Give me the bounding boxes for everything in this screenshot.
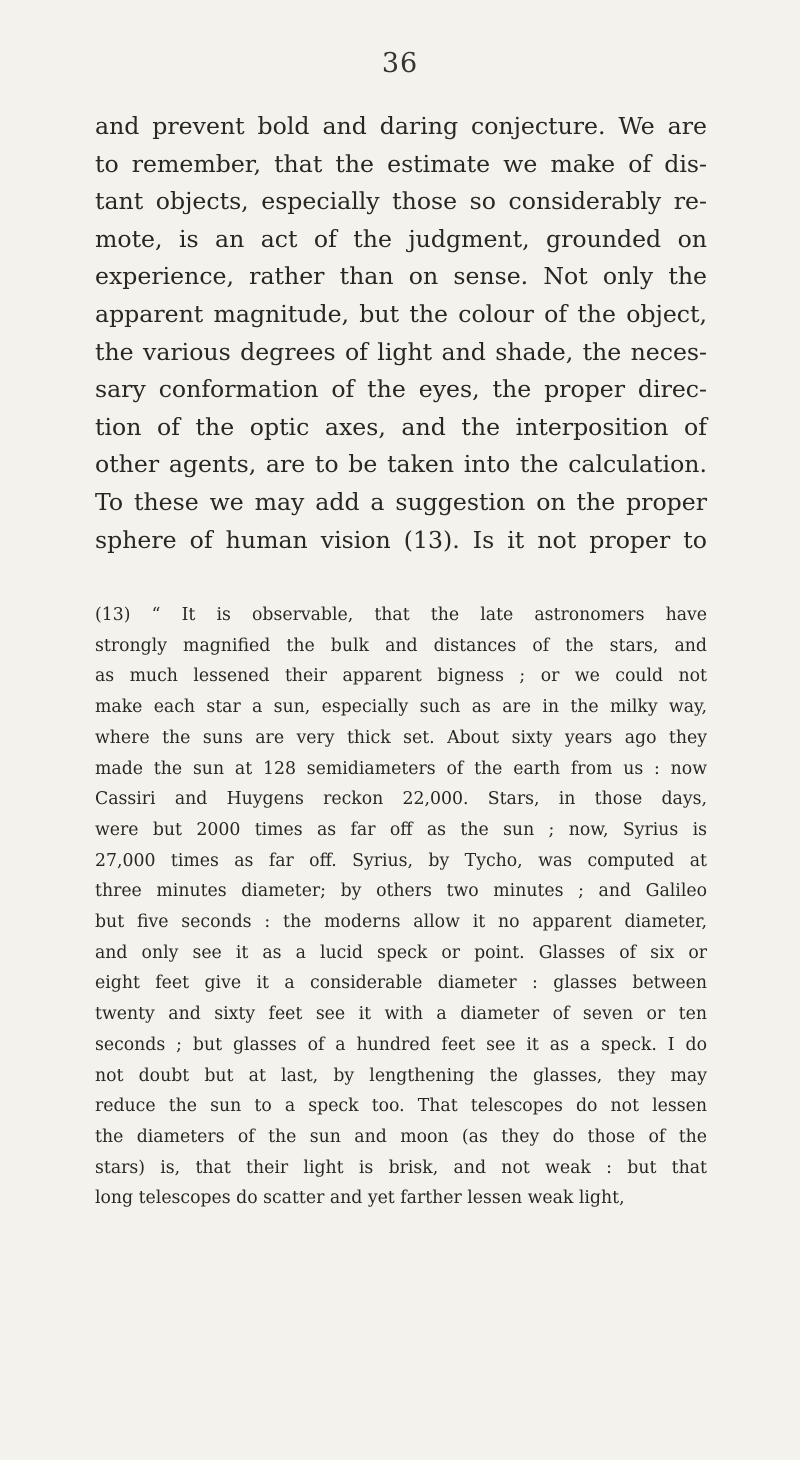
footnote-line: twenty and sixty feet see it with a diameter of seven or ten [95,1004,707,1025]
footnote-line: three minutes diameter; by others two minutes ; and Galileo [95,881,707,902]
text-line: To these we may add a suggestion on the proper [95,487,707,516]
text-line: mote, is an act of the judgment, grounded on [95,224,707,253]
footnote-line: 27,000 times as far off. Syrius, by Tycho, was computed at [95,850,707,871]
footnote-line: and only see it as a lucid speck or point. Glasses of six or [95,942,707,963]
footnote-line: but five seconds : the moderns allow it no apparent diameter, [95,912,707,933]
footnote-line: eight feet give it a considerable diameter : glasses between [95,973,707,994]
text-line: tion of the optic axes, and the interposition of [95,412,707,441]
main-text [95,108,707,559]
footnote-line: Cassiri and Huygens reckon 22,000. Stars, in those days, [95,789,707,810]
text-line: tant objects, especially those so considerably re- [95,187,707,216]
footnote-line: long telescopes do scatter and yet farther lessen weak light, [95,1188,625,1209]
page-number: 36 [381,48,419,79]
text-line: to remember, that the estimate we make of dis- [95,149,707,178]
text-line: apparent magnitude, but the colour of the object, [95,299,707,328]
footnote-line: strongly magnified the bulk and distances of the stars, and [95,635,707,656]
text-line: experience, rather than on sense. Not only the [95,262,707,291]
text-line: sary conformation of the eyes, the proper direc- [95,375,707,404]
text-line: and prevent bold and daring conjecture. We are [95,112,707,140]
footnote-line: were but 2000 times as far off as the sun ; now, Syrius is [95,819,707,840]
text-line: the various degrees of light and shade, the neces- [95,337,707,366]
footnote-line: not doubt but at last, by lengthening the glasses, they may [95,1065,707,1086]
footnote-line: reduce the sun to a speck too. That telescopes do not lessen [95,1096,707,1117]
text-line: sphere of human vision (13). Is it not proper to [95,525,707,554]
footnote-line: where the suns are very thick set. About sixty years ago they [95,727,707,748]
footnote-line: (13) “ It is observable, that the late astronomers have [95,605,707,625]
text-line: other agents, are to be taken into the calculation. [95,450,707,479]
footnote-line: seconds ; but glasses of a hundred feet see it as a speck. I do [95,1034,707,1055]
footnote-line: as much lessened their apparent bigness ; or we could not [95,666,707,687]
footnote [95,600,707,1214]
footnote-line: make each star a sun, especially such as are in the milky way, [95,697,707,718]
footnote-line: the diameters of the sun and moon (as they do those of the [95,1126,707,1147]
footnote-line: stars) is, that their light is brisk, and not weak : but that [95,1157,707,1178]
footnote-line: made the sun at 128 semidiameters of the earth from us : now [95,758,707,779]
